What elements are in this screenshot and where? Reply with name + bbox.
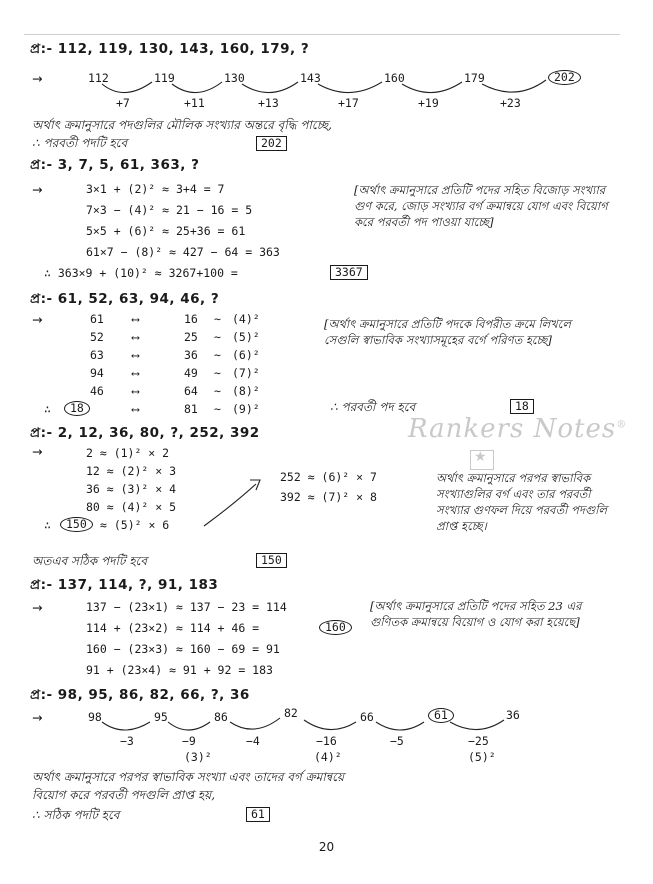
square-label: (3)² [184, 750, 212, 764]
approx-icon: ∼ [214, 366, 221, 380]
approx-icon: ∼ [214, 402, 221, 416]
approx-icon: ∼ [214, 384, 221, 398]
row-square: (7)² [232, 366, 260, 380]
working-line: 252 ≈ (6)² × 7 [280, 470, 377, 484]
explanation-text: অর্থাৎ ক্রমানুসারে পরপর স্বাভাবিক সংখ্যা এবং তাদের বর্গ ক্রমান্বয়ে [32, 770, 345, 784]
answer-circled: 202 [548, 70, 581, 85]
arrow-icon: → [32, 182, 43, 197]
working-line: 114 + (23×2) ≈ 114 + 46 = [86, 621, 260, 635]
double-arrow-icon: ⟷ [132, 348, 139, 362]
answer-label: ∴ পরবর্তী পদটি হবে [32, 136, 128, 150]
answer-box: 61 [246, 807, 270, 822]
difference-label: −25 [468, 734, 489, 748]
explanation-text: অর্থাৎ ক্রমানুসারে পদগুলির মৌলিক সংখ্যার অন্তরে বৃদ্ধি পাচ্ছে, [32, 118, 332, 132]
square-label: (4)² [314, 750, 342, 764]
seq-term: 86 [214, 710, 228, 724]
therefore-icon: ∴ [44, 518, 51, 532]
square-label: (5)² [468, 750, 496, 764]
explanation-text: বিয়োগ করে পরবর্তী পদগুলি প্রাপ্ত হয়, [32, 788, 216, 802]
difference-label: −3 [120, 734, 134, 748]
row-square: (4)² [232, 312, 260, 326]
row-square: (6)² [232, 348, 260, 362]
arrow-icon: → [32, 710, 43, 725]
therefore-icon: ∴ [44, 402, 51, 416]
difference-label: −9 [182, 734, 196, 748]
side-note: [অর্থাৎ ক্রমানুসারে প্রতিটি পদকে বিপরীত ক্রমে লিখলে সেগুলি স্বাভাবিক সংখ্যাসমূহের বর্গে পরিণত হচ্ছে] [324, 317, 571, 347]
answer-circled: 18 [64, 401, 90, 416]
seq-term: 36 [506, 708, 520, 722]
problem-1-question: প্র:- 112, 119, 130, 143, 160, 179, ? [30, 41, 310, 57]
double-arrow-icon: ⟷ [132, 402, 139, 416]
seq-term: 160 [384, 71, 405, 85]
working-line: 80 ≈ (4)² × 5 [86, 500, 177, 514]
difference-label: +23 [500, 96, 521, 110]
row-square: (9)² [232, 402, 260, 416]
approx-icon: ∼ [214, 312, 221, 326]
problem-6-question: প্র:- 98, 95, 86, 82, 66, ?, 36 [30, 687, 250, 703]
seq-term: 95 [154, 710, 168, 724]
working-line: 3×1 + (2)² ≈ 3+4 = 7 [86, 182, 225, 196]
seq-term: 143 [300, 71, 321, 85]
difference-label: +19 [418, 96, 439, 110]
difference-label: +13 [258, 96, 279, 110]
difference-label: +7 [116, 96, 130, 110]
arrow-icon: → [32, 312, 43, 327]
row-term: 63 [90, 348, 104, 362]
row-term: 52 [90, 330, 104, 344]
seq-term: 98 [88, 710, 102, 724]
row-term: 46 [90, 384, 104, 398]
row-reversed: 81 [184, 402, 198, 416]
problem-4-question: প্র:- 2, 12, 36, 80, ?, 252, 392 [30, 425, 260, 441]
answer-label: অতএব সঠিক পদটি হবে [32, 554, 148, 568]
approx-icon: ∼ [214, 330, 221, 344]
difference-arcs [24, 34, 620, 754]
answer-label: ∴ সঠিক পদটি হবে [32, 808, 120, 822]
row-reversed: 25 [184, 330, 198, 344]
row-term: 94 [90, 366, 104, 380]
double-arrow-icon: ⟷ [132, 384, 139, 398]
working-line: 2 ≈ (1)² × 2 [86, 446, 170, 460]
double-arrow-icon: ⟷ [132, 312, 139, 326]
working-line: ≈ (5)² × 6 [100, 518, 170, 532]
answer-circled: 160 [319, 620, 352, 635]
working-line: 5×5 + (6)² ≈ 25+36 = 61 [86, 224, 246, 238]
seq-term: 119 [154, 71, 175, 85]
difference-label: −16 [316, 734, 337, 748]
watermark: Rankers Notes® [408, 414, 628, 444]
problem-2-question: প্র:- 3, 7, 5, 61, 363, ? [30, 157, 200, 173]
working-line: 61×7 − (8)² ≈ 427 − 64 = 363 [86, 245, 280, 259]
answer-circled: 150 [60, 517, 93, 532]
working-line: ∴ 363×9 + (10)² ≈ 3267+100 = [44, 266, 238, 280]
answer-box: 150 [256, 553, 287, 568]
difference-label: +11 [184, 96, 205, 110]
side-note: [অর্থাৎ ক্রমানুসারে প্রতিটি পদের সহিত বিজোড় সংখ্যার গুণ করে, জোড় সংখ্যার বর্গ ক্রমান্বয়ে যোগ এবং বিয়োগ করে পরবর্তী পদ পাওয়া যাচ্ছে] [354, 183, 608, 229]
answer-box: 18 [510, 399, 534, 414]
problem-3-question: প্র:- 61, 52, 63, 94, 46, ? [30, 291, 220, 307]
working-line: 392 ≈ (7)² × 8 [280, 490, 377, 504]
double-arrow-icon: ⟷ [132, 330, 139, 344]
answer-circled: 61 [428, 708, 454, 723]
row-reversed: 49 [184, 366, 198, 380]
row-square: (5)² [232, 330, 260, 344]
row-reversed: 36 [184, 348, 198, 362]
answer-box: 3367 [330, 265, 368, 280]
row-reversed: 16 [184, 312, 198, 326]
double-arrow-icon: ⟷ [132, 366, 139, 380]
seq-term: 82 [284, 706, 298, 720]
approx-icon: ∼ [214, 348, 221, 362]
arrow-icon: → [32, 444, 43, 459]
side-note: [অর্থাৎ ক্রমানুসারে প্রতিটি পদের সহিত 23 এর গুণিতক ক্রমান্বয়ে বিয়োগ ও যোগ করা হয়েছে] [370, 599, 582, 629]
page-number: 20 [318, 840, 335, 854]
star-icon: ★ [474, 449, 487, 465]
row-term: 61 [90, 312, 104, 326]
side-note: অর্থাৎ ক্রমানুসারে পরপর স্বাভাবিক সংখ্যাগুলির বর্গ এবং তার পরবর্তী সংখ্যার গুণফল দিয়ে পরবর্তী পদগুলি প্রাপ্ত হচ্ছে। [436, 471, 607, 533]
working-line: 137 − (23×1) ≈ 137 − 23 = 114 [86, 600, 287, 614]
row-square: (8)² [232, 384, 260, 398]
arrow-icon: → [32, 71, 43, 86]
arrow-icon: → [32, 600, 43, 615]
seq-term: 112 [88, 71, 109, 85]
working-line: 91 + (23×4) ≈ 91 + 92 = 183 [86, 663, 273, 677]
seq-term: 179 [464, 71, 485, 85]
seq-term: 130 [224, 71, 245, 85]
answer-box: 202 [256, 136, 287, 151]
difference-label: +17 [338, 96, 359, 110]
working-line: 7×3 − (4)² ≈ 21 − 16 = 5 [86, 203, 253, 217]
answer-label: ∴ পরবর্তী পদ হবে [330, 400, 416, 414]
working-line: 12 ≈ (2)² × 3 [86, 464, 177, 478]
row-reversed: 64 [184, 384, 198, 398]
difference-label: −4 [246, 734, 260, 748]
difference-label: −5 [390, 734, 404, 748]
working-line: 160 − (23×3) ≈ 160 − 69 = 91 [86, 642, 280, 656]
problem-5-question: প্র:- 137, 114, ?, 91, 183 [30, 577, 219, 593]
seq-term: 66 [360, 710, 374, 724]
working-line: 36 ≈ (3)² × 4 [86, 482, 177, 496]
